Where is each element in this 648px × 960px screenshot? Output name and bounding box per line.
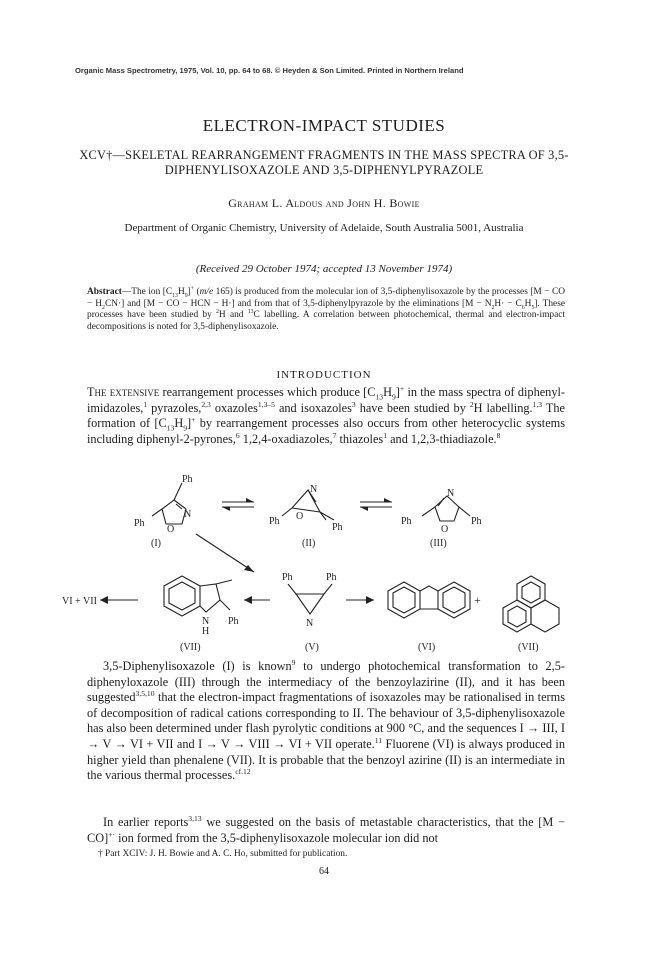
- page-number: 64: [319, 866, 329, 877]
- label-n: N: [310, 484, 318, 495]
- label-vii-left: (VII): [180, 642, 201, 653]
- structure-VII-left: [164, 576, 232, 616]
- label-ph: Ph: [269, 516, 280, 527]
- label-o: O: [296, 511, 304, 522]
- structure-VII-right: [503, 576, 559, 632]
- page-title: ELECTRON-IMPACT STUDIES: [202, 116, 446, 135]
- label-ph: Ph: [228, 616, 239, 627]
- label-ph: Ph: [401, 516, 412, 527]
- label-iii: (III): [430, 538, 447, 549]
- label-o: O: [441, 524, 449, 535]
- abstract: Abstract—The ion $[C_{13}H_9]^+$ (m/e 165) is produced from the molecular ion of 3,5-diphenylisoxazole by the processes [M − CO − $H_2CN\cdot$] and [M − CO − HCN − H·] and from that of 3,5-diphenylpyrazole by the eliminations $[M - N_2H\cdot - C_6H_5]$. These processes have been studied by $^2$H and $^{13}$C labelling. A correlation between photochemical, thermal and electron-impact decompositions is noted for 3,5-diphenylisoxazole.: [87, 285, 566, 332]
- intro-lead: The extensive: [87, 385, 160, 399]
- received-dates: (Received 29 October 1974; accepted 13 November 1974): [195, 263, 453, 275]
- label-i: (I): [151, 538, 161, 549]
- paper-subtitle: [60, 148, 588, 178]
- journal-header: Organic Mass Spectrometry, 1975, Vol. 10, pp. 64 to 68. © Heyden & Son Limited. Printed in Northern Ireland: [75, 66, 464, 75]
- body-paragraph-2: In earlier reports$^{3,13}$ we suggested on the basis of metastable characteristics, that the [M − CO]+· ion formed from the 3,5-diphenylisoxazole molecular ion did not: [87, 813, 566, 845]
- label-ph: Ph: [134, 518, 145, 529]
- label-v: (V): [305, 642, 319, 653]
- label-plus: +: [474, 593, 481, 607]
- abstract-label: Abstract: [87, 287, 122, 297]
- structure-V: [288, 584, 332, 614]
- label-ph: Ph: [332, 522, 343, 533]
- label-n: N: [202, 616, 210, 627]
- label-n: N: [184, 509, 192, 520]
- label-h: H: [202, 626, 210, 637]
- body-paragraph-1: 3,5-Diphenylisoxazole (I) is known$^9$ to undergo photochemical transformation to 2,5-diphenyloxazole (III) through the intermediacy of the benzoylazirine (II), and it has been suggested$^{3,5,10}$ that the electron-impact fragmentations of isoxazoles may be rationalised in terms of decomposition of radical cations corresponding to II. The behaviour of 3,5-diphenylisoxazole has also been determined under flash pyrolytic conditions at 900 °C, and the sequences I → III, I → V → VI + VII and I → V → VIII → VI + VII operate.$^{11}$ Fluorene (VI) is always produced in higher yield than phenalene (VII). It is probable that the benzoyl azirine (II) is an intermediate in the various thermal processes.$^{cf.12}$: [87, 657, 565, 783]
- label-ph: Ph: [326, 572, 337, 583]
- reaction-scheme: [62, 474, 580, 654]
- structure-VI: [388, 582, 470, 618]
- subtitle-prefix: XCV†—: [79, 148, 126, 162]
- subtitle-text: SKELETAL REARRANGEMENT FRAGMENTS IN THE MASS SPECTRA OF 3,5-DIPHENYLISOXAZOLE AND 3,5-DIPHENYLPYRAZOLE: [125, 148, 569, 177]
- affiliation: Department of Organic Chemistry, University of Adelaide, South Australia 5001, Australia: [124, 222, 524, 234]
- structure-I: [152, 483, 186, 524]
- label-vii-right: (VII): [518, 642, 539, 653]
- intro-paragraph: The extensive rearrangement processes which produce $[C_{13}H_9]^+$ in the mass spectra of diphenyl-imidazoles,$^1$ pyrazoles,$^{2,3}$ oxazoles$^{1,3-5}$ and isoxazoles$^3$ have been studied by $^2$H labelling.$^{1,3}$ The formation of $[C_{13}H_9]^+$ by rearrangement processes also occurs from other heterocyclic systems including diphenyl-2-pyrones,$^6$ 1,2,4-oxadiazoles,$^7$ thiazoles$^1$ and 1,2,3-thiadiazole.$^8$: [87, 383, 565, 446]
- label-n: N: [447, 488, 455, 499]
- label-ii: (II): [302, 538, 316, 549]
- label-n: N: [306, 618, 314, 629]
- authors: Graham L. Aldous and John H. Bowie: [228, 196, 420, 210]
- label-o: O: [167, 524, 175, 535]
- label-vi-vii: VI + VII: [62, 596, 97, 607]
- structure-III: [422, 496, 470, 521]
- label-ph: Ph: [182, 474, 193, 485]
- footnote: † Part XCIV: J. H. Bowie and A. C. Ho, submitted for publication.: [98, 849, 348, 859]
- label-vi: (VI): [418, 642, 436, 653]
- section-heading: INTRODUCTION: [276, 369, 372, 381]
- structure-II: [282, 490, 334, 520]
- label-ph: Ph: [471, 516, 482, 527]
- label-ph: Ph: [282, 572, 293, 583]
